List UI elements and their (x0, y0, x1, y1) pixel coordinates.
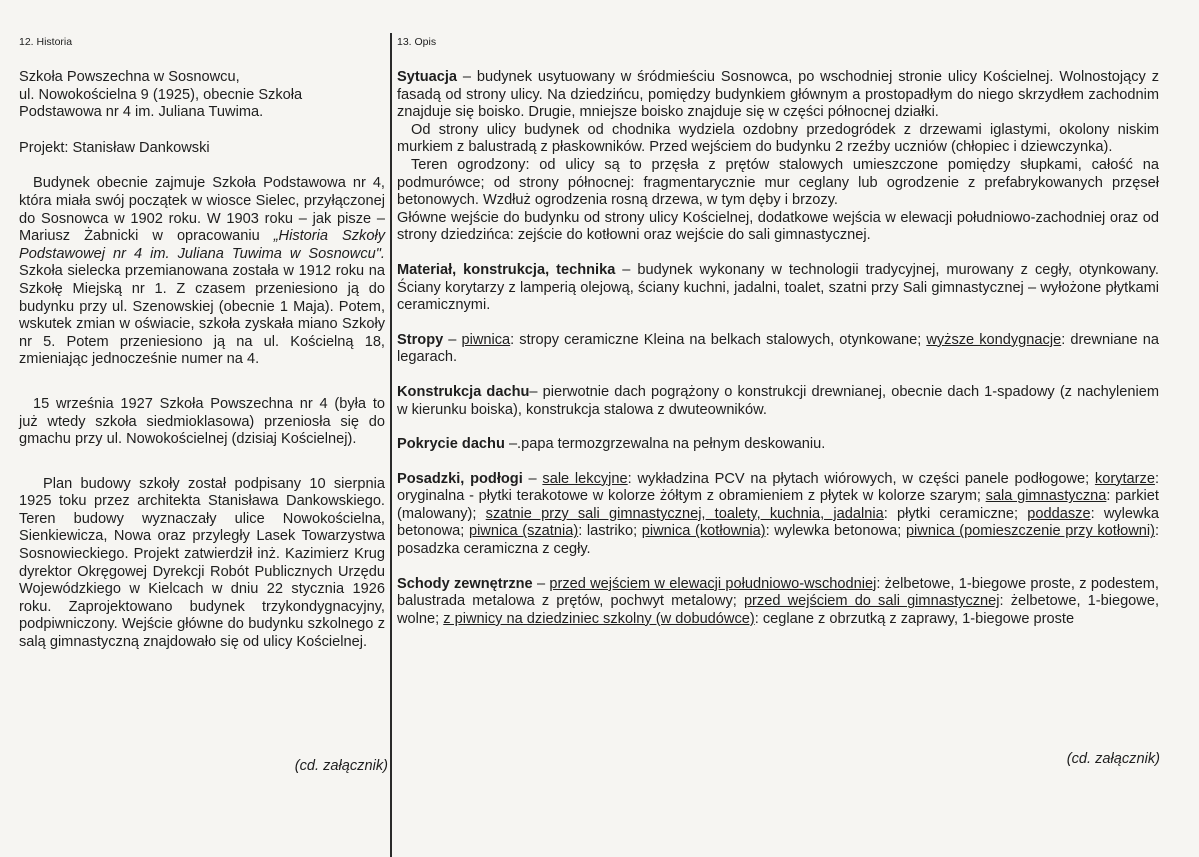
roof-structure-label: Konstrukcja dachu (397, 383, 530, 400)
situation-paragraph-2: Od strony ulicy budynek od chodnika wydziela ozdobny przedogródek z drzewami iglastymi, okolony niskim murkiem z balustradą z płaskowników. Przed wejściem do budynku 2 rzeźby uczniów (chłopiec i dziewczynka). (397, 121, 1159, 156)
history-heading: 12. Historia (19, 36, 73, 48)
stairs-gym-label: przed wejściem do sali gimnastycznej (743, 593, 1000, 610)
school-title-line-1: Szkoła Powszechna w Sosnowcu, (19, 69, 240, 85)
school-title (19, 69, 385, 122)
floors-changing-rooms-text: : płytki ceramiczne; (883, 505, 1028, 522)
material-label: Materiał, konstrukcja, technika (397, 261, 616, 278)
situation-paragraph-4: Główne wejście do budynku od strony ulicy Kościelnej, dodatkowe wejścia w elewacji południowo-zachodniej oraz od strony dziedzińca: zejście do kotłowni oraz wejście do sali gimnastycznej. (397, 209, 1159, 244)
ceilings-upper-label: wyższe kondygnacje (926, 331, 1062, 348)
ceilings-basement-label: piwnica (461, 331, 511, 348)
floors-gym-text: : parkiet (malowany); (397, 488, 1159, 522)
stairs-basement-label: z piwnicy na dziedziniec szkolny (w dobudówce) (443, 610, 755, 627)
floors-boiler-room-text: : wylewka betonowa; (765, 523, 906, 540)
stairs-section (397, 576, 1159, 629)
history-column (19, 36, 385, 652)
floors-corridors-label: korytarze (1094, 470, 1155, 487)
floors-basement-cloakroom-text: : lastriko; (578, 523, 642, 540)
floors-classrooms-text: : wykładzina PCV na płytach wiórowych, w części panele podłogowe; (627, 470, 1095, 487)
floors-basement-cloakroom-label: piwnica (szatnia) (468, 523, 579, 540)
history-paragraph-1 (19, 175, 385, 369)
floors-gym-label: sala gimnastyczna (985, 488, 1107, 505)
floors-boiler-adjacent-label: piwnica (pomieszczenie przy kotłowni) (905, 523, 1155, 540)
situation-paragraph-3: Teren ogrodzony: od ulicy są to przęsła z prętów stalowych umieszczone pomiędzy słupkami, całość na podmurówce; od strony północnej: fragmentarycznie mur ceglany lub ogrodzenie z prefabrykowanych przęseł betonowych. Wzdłuż ogrodzenia rosną drzewa, w tym dęby i brzozy. (397, 156, 1159, 209)
situation-label: Sytuacja (397, 69, 458, 85)
column-divider (390, 33, 392, 857)
floors-corridors-text: : oryginalna - płytki terakotowe w kolorze żółtym z obramieniem z płytek w kolorze szarym; (397, 470, 1159, 505)
history-paragraph-3: Plan budowy szkoły został podpisany 10 sierpnia 1925 toku przez architekta Stanisława Dankowskiego. Teren budowy wyznaczały ulice Nowokościelna, Sienkiewicza, Nowa oraz przyległy Lasek Towarzystwa Sosnowieckiego. Projekt zatwierdził inż. Kazimierz Krug dyrektor Okręgowej Dyrekcji Robót Publicznych Urzędu Wojewódzkiego w Kielcach w dniu 22 stycznia 1926 roku. Zaprojektowano budynek trzykondygnacyjny, podpiwniczony. Wejście główne do budynku szkolnego z salą gimnastyczną znajdowało się od ulicy Kościelnej. (19, 475, 385, 651)
ceilings-dash: – (443, 331, 462, 348)
stairs-dash: – (532, 575, 550, 592)
description-column (397, 36, 1159, 628)
material-text: – budynek wykonany w technologii tradycyjnej, murowany z cegły, otynkowany. Ściany korytarzy z lamperią olejową, ściany kuchni, jadalni, toalet, szatni przy Sali gimnastycznej – wyłożone płytkami ceramicznymi. (397, 261, 1159, 314)
floors-boiler-room-label: piwnica (kotłownia) (641, 523, 766, 540)
project-author: Projekt: Stanisław Dankowski (19, 139, 210, 156)
history-paragraph-2: 15 września 1927 Szkoła Powszechna nr 4 (była to już wtedy szkoła siedmioklasowa) przeniosła się do gmachu przy ul. Nowokościelnej (dzisiaj Kościelnej). (19, 395, 385, 448)
description-continuation-note: (cd. załącznik) (1066, 751, 1160, 767)
roof-covering-label: Pokrycie dachu (397, 436, 505, 453)
history-continuation-note: (cd. załącznik) (294, 758, 388, 774)
floors-attic-label: poddasze (1027, 505, 1091, 522)
situation-text: – budynek usytuowany w śródmieściu Sosnowca, po wschodniej stronie ulicy Kościelnej. Wolnostojący z fasadą od strony ulicy. Na dziedzińcu, pomiędzy budynkiem głównym a prostopadłym do niego skrzydłem zachodnim znajduje się boisko. Drugie, mniejsze boisko znajduje się w części północnej działki. (397, 69, 1159, 121)
stairs-southeast-label: przed wejściem w elewacji południowo-wschodniej (549, 575, 877, 592)
situation-section (397, 69, 1159, 122)
floors-classrooms-label: sale lekcyjne (542, 470, 628, 487)
ceilings-section (397, 332, 1159, 367)
history-paragraph-1-text-b: Szkoła sielecka przemianowana została w 1912 roku na Szkołę Miejską nr 1. Z czasem przeniesiono ją do budynku przy ul. Szenowskiej (obecnie 1 Maja). Potem, wskutek zmian w oświacie, szkoła zyskała miano Szkoły nr 5. Potem przeniesiono ją na ul. Kościelną 18, zmieniając jednocześnie numer na 4. (19, 263, 385, 368)
history-paragraph-1-text-a: Budynek obecnie zajmuje Szkoła Podstawowa nr 4, która miała swój początek w wiosce Sielec, przyłączonej do Sosnowca w 1902 roku. W 1903 roku – jak pisze – Mariusz Żabnicki w opracowaniu (19, 175, 385, 245)
floors-attic-text: : wylewka betonowa; (397, 505, 1159, 540)
ceilings-upper-text: : drewniane na legarach. (397, 331, 1159, 366)
material-section (397, 262, 1159, 315)
description-heading: 13. Opis (397, 36, 437, 48)
roof-covering-section (397, 436, 1159, 454)
stairs-southeast-text: : żelbetowe, 1-biegowe proste, z podestem, balustrada metalowa z prętów, pochwyt metalowy; (397, 575, 1159, 610)
ceilings-label: Stropy (397, 331, 444, 348)
floors-section (397, 471, 1159, 559)
floors-changing-rooms-label: szatnie przy sali gimnastycznej, toalety, kuchnia, jadalnia (485, 505, 884, 522)
floors-boiler-adjacent-text: : posadzka ceramiczna z cegły. (397, 523, 1160, 558)
ceilings-basement-text: : stropy ceramiczne Kleina na belkach stalowych, otynkowane; (510, 331, 927, 348)
school-title-line-2: ul. Nowokościelna 9 (1925), obecnie Szkoła (19, 86, 303, 103)
history-paragraph-1-title: „Historia Szkoły Podstawowej nr 4 im. Juliana Tuwima w Sosnowcu". (19, 228, 385, 262)
stairs-gym-text: : żelbetowe, 1-biegowe, wolne; (397, 593, 1160, 627)
stairs-basement-text: : ceglane z obrzutką z zaprawy, 1-biegowe proste (754, 610, 1075, 627)
floors-dash: – (522, 470, 543, 487)
roof-structure-text: – pierwotnie dach pogrążony o konstrukcji drewnianej, obecnie dach 1-spadowy (z nachyleniem w kierunku boiska), konstrukcja stalowa z dwuteowników. (397, 383, 1160, 418)
stairs-label: Schody zewnętrzne (397, 575, 533, 592)
floors-label: Posadzki, podłogi (397, 470, 523, 487)
school-title-line-3: Podstawowa nr 4 im. Juliana Tuwima. (19, 104, 264, 121)
roof-covering-text: –.papa termozgrzewalna na pełnym deskowaniu. (504, 436, 826, 453)
roof-structure-section (397, 384, 1159, 419)
